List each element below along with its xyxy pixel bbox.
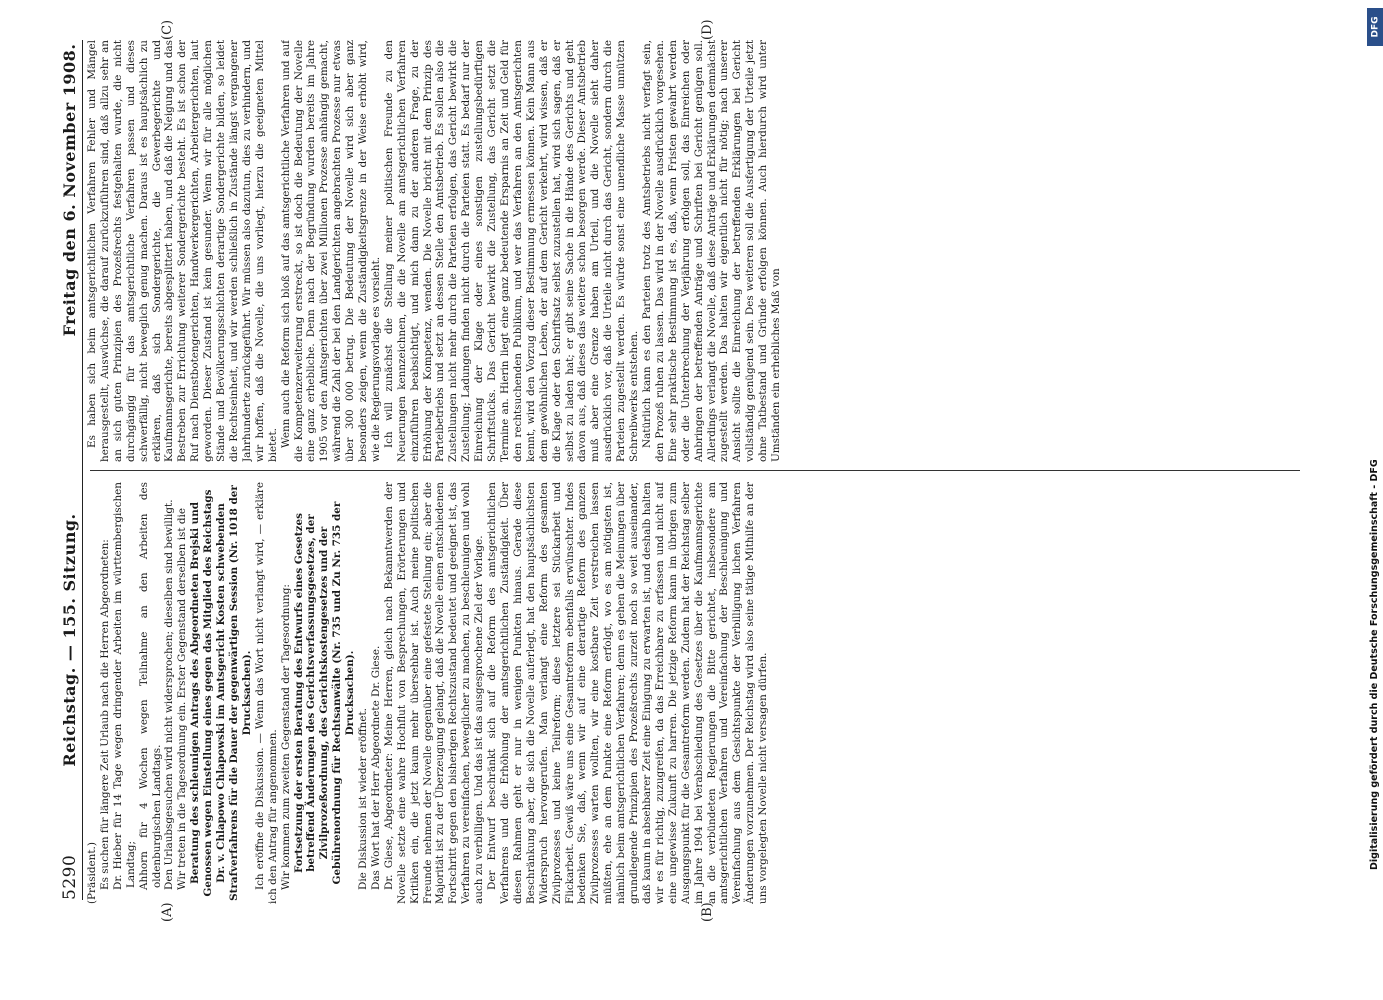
digitization-credit: Digitalisierung gefördert durch die Deutsche Forschungsgemeinschaft - DFG [1369, 459, 1380, 870]
speech-paragraph: Es haben sich beim amtsgerichtlichen Verfahren Fehler und Mängel herausgestellt, Auswüchse, die darauf zurückzuführen sind, daß allzu sehr an an sich guten Prinzipien des Prozeßrechts festgehalten wurde, die nicht durchgängig für das amtsgerichtliche Verfahren passen und dieses schwerfällig, nicht beweglich genug machen. Daraus ist es hauptsächlich zu erklären, daß sich Sondergerichte, die Gewerbegerichte und Kaufmannsgerichte, bereits abgesplittert haben, und daß die Neigung und das Bestreben zur Errichtung weiterer Sondergerichte besteht. Es ist schon der Ruf nach Dienstbotengerichten, Handwerkergerichten, Arbeitergerichten, laut geworden. Dieser Zustand ist kein gesunder. Wenn wir für alle möglichen Stände und Bevölkerungsschichten derartige Sondergerichte bilden, so leidet die Rechtseinheit, und wir werden schließlich in Zustände längst vergangener Jahrhunderte zurückgeführt. Wir müssen also dazutun, dies zu verhindern, und wir hoffen, daß die Novelle, die uns vorliegt, hierzu die geeigneten Mittel bietet. [86, 40, 279, 462]
paragraph: Ich eröffne die Diskussion. — Wenn das Wort nicht verlangt wird, — erkläre ich den Antrag für angenommen. [253, 482, 279, 904]
paragraph: Den Urlaubsgesuchen wird nicht widersprochen; dieselben sind bewilligt. [163, 499, 176, 890]
list-item: Ahhorn für 4 Wochen wegen Teilnahme an den Arbeiten des oldenburgischen Landtags. [137, 482, 163, 890]
margin-letter-a: (A) [160, 902, 175, 922]
paragraph: Das Wort hat der Herr Abgeordnete Dr. Giese. [369, 645, 382, 890]
page-number: 5290 [60, 854, 80, 900]
list-item: Dr. Hieber für 14 Tage wegen dringender Arbeiten im württembergischen Landtag; [111, 482, 137, 890]
page-header [58, 40, 83, 900]
paragraph: Es suchen für längere Zeit Urlaub nach die Herren Abgeordneten: [98, 539, 111, 890]
agenda-item-heading: Fortsetzung der ersten Beratung des Entwurfs eines Gesetzes betreffend Änderungen des Gerichtsverfassungsgesetzes, der Zivilprozeßordnung, des Gerichtskostengesetzes und der Gebührenordnung für Rechtsanwälte (Nr. 735 und Zu Nr. 735 der Drucksachen). [292, 501, 357, 885]
speaker-note: (Präsident.) [86, 842, 98, 904]
paragraph: Wir treten in die Tagesordnung ein. Erster Gegenstand derselben ist die [176, 508, 189, 890]
margin-letter-c: (C) [160, 19, 175, 40]
session-date: Freitag den 6. November 1908. [60, 43, 79, 337]
speech-paragraph: Ich will zunächst die Stellung meiner politischen Freunde zu den Neuerungen kennzeichnen, die die Novelle am amtsgerichtlichen Verfahren einzuführen beabsichtigt, und mich dann zu der anderen Frage, zu der Erhöhung der Kompetenz, wenden. Die Novelle bricht mit dem Prinzip des Parteibetriebs und setzt an dessen Stelle den Amtsbetrieb. Es sollen also die Zustellungen nicht mehr durch die Parteien erfolgen, das Gericht bewirkt die Zustellung; Ladungen finden nicht durch die Parteien statt. Es bedarf nur der Einreichung der Klage oder eines sonstigen zustellungsbedürftigen Schriftstücks. Das Gericht bewirkt die Zustellung, das Gericht setzt die Termine an. Hierin liegt eine ganz bedeutende Ersparnis an Zeit und Geld für den rechtsuchenden Publikum, und wer das Verfahren an den Amtsgerichten kennt, wird den Vorzug dieser Bestimmung ermessen können. Kein Mann aus dem gewöhnlichen Leben, der auf dem Gericht verkehrt, wird wissen, daß er die Klage oder den Schriftsatz selbst zuzustellen hat, wird sich sagen, daß er selbst zu laden hat; er gibt seine Sache in die Hände des Gerichts und geht davon aus, daß dieses das weitere schon besorgen werde. Dieser Amtsbetrieb muß aber eine Grenze haben am Urteil, und die Novelle sieht daher ausdrücklich vor, daß die Urteile nicht durch das Gericht, sondern durch die Parteien zugestellt werden. Es würde sonst eine unendliche Masse unnützen Schreibwerks entstehen. [382, 40, 641, 462]
column-divider [90, 470, 1300, 471]
paragraph: Wir kommen zum zweiten Gegenstand der Tagesordnung: [279, 584, 292, 890]
session-title: Reichstag. — 155. Sitzung. [60, 513, 79, 767]
agenda-item-heading: Beratung des schleunigen Antrags des Abgeordneten Brejski und Genossen wegen Einstellung eines gegen das Mitglied des Reichstags Dr. v. Chlapowo Chlapowski im Amtsgericht Kosten schwebenden Strafverfahrens für die Dauer der gegenwärtigen Session (Nr. 1018 der Drucksachen). [189, 485, 253, 901]
paragraph: Die Diskussion ist wieder eröffnet. [357, 708, 370, 890]
speech-paragraph: Der Entwurf beschränkt sich auf die Reform des amtsgerichtlichen Verfahrens und die Erhöhung der amtsgerichtlichen Zuständigkeit. Über diesen Rahmen geht er nur in wenigen Punkten hinaus. Gerade diese Beschränkung aber, die sich die Novelle auferlegt, hat den hauptsächlichsten Widerspruch hervorgerufen. Man verlangt eine Reform des gesamten Zivilprozesses und keine Teilreform; diese letztere sei Stückarbeit und Flickarbeit. Gewiß wäre uns eine Gesamtreform ebenfalls erwünschter. Indes bedenken Sie, daß, wenn wir auf eine derartige Reform des ganzen Zivilprozesses warten wollten, wir eine kostbare Zeit verstreichen lassen müßten, ehe an dem Punkte eine Reform erfolgt, wo es am nötigsten ist, nämlich beim amtsgerichtlichen Verfahren; denn es gehen die Meinungen über grundlegende Prinzipien des Prozeßrechts zurzeit noch so weit auseinander, daß kaum in absehbarer Zeit eine Einigung zu erwarten ist, und deshalb halten wir es für richtig, zuzugreifen, da das Erreichbare zu erfassen und nicht auf eine ungewisse Zukunft zu harren. Die jetzige Reform kann im übrigen zum Ausgangspunkt für die Gesamtreform werden. Zudem hat der Reichstag selber im Jahre 1904 bei Verabschiedung des Gesetzes über die Kaufmannsgerichte an die verbündeten Regierungen die Bitte gerichtet, insbesondere am amtsgerichtlichen Verfahren und Vereinfachung der Beschleunigung und Vereinfachung aus dem Gesichtspunkte der Verbilligung lichen Verfahren Änderungen vorzunehmen. Der Reichstag wird also seine tätige Mithilfe an der uns vorgelegten Novelle nicht versagen dürfen. [486, 482, 770, 904]
margin-letter-d: (D) [700, 19, 715, 40]
speech-paragraph: Dr. Giese, Abgeordneter: Meine Herren, gleich nach Bekanntwerden der Novelle setzte eine wahre Hochflut von Besprechungen, Erörterungen und Kritiken ein, die jetzt kaum mehr übersehbar ist. Auch meine politischen Freunde nehmen der Novelle gegenüber eine gefestete Stellung ein; aber die Majorität ist zu der Überzeugung gelangt, daß die Novelle einen entschiedenen Fortschritt gegen den bisherigen Rechtszustand bedeutet und geeignet ist, das Verfahren zu vereinfachen, beweglicher zu machen, zu beschleunigen und wohl auch zu verbilligen. Und das ist das ausgesprochene Ziel der Vorlage. [382, 482, 486, 904]
speech-paragraph: Wenn auch die Reform sich bloß auf das amtsgerichtliche Verfahren und auf die Kompetenzerweiterung erstreckt, so ist doch die Bedeutung der Novelle eine ganz erhebliche. Denn nach der Begründung wurden bereits im Jahre 1905 vor den Amtsgerichten über zwei Millionen Prozesse anhängig gemacht, während die Zahl der bei den Landgerichten angebrachten Prozesse nur etwas über 300 000 betrug. Die Bedeutung der Novelle wird sich aber ganz besonders zeigen, wenn die Zuständigkeitsgrenze in der Weise erhöht wird, wie die Regierungsvorlage es vorsieht. [279, 40, 382, 462]
speech-paragraph: Natürlich kann es den Parteien trotz des Amtsbetriebs nicht verfagt sein, den Prozeß ruhen zu lassen. Das wird in der Novelle ausdrücklich vorgesehen. Eine sehr praktische Bestimmung ist es, daß, wenn Fristen gewahrt werden oder die Unterbrechung der Verjährung erfolgen soll, das Einreichen oder Anbringen der betreffenden Anträge und Schriften bei Gericht genügen soll. Allerdings verlangt die Novelle, daß diese Anträge und Erklärungen demnächst zugestellt werden. Das halten wir eigentlich nicht für nötig; nach unserer Ansicht sollte die Einreichung der betreffenden Erklärungen bei Gericht vollständig genügend sein. Des weiteren soll die Ausfertigung der Urteile jetzt ohne Tatbestand und Gründe erfolgen können. Auch hierdurch wird unter Umständen ein erhebliches Maß von [640, 40, 783, 462]
margin-letter-b: (B) [700, 902, 715, 922]
right-column [86, 40, 1301, 462]
left-column [86, 482, 1301, 904]
dfg-logo: DFG [1367, 8, 1383, 46]
